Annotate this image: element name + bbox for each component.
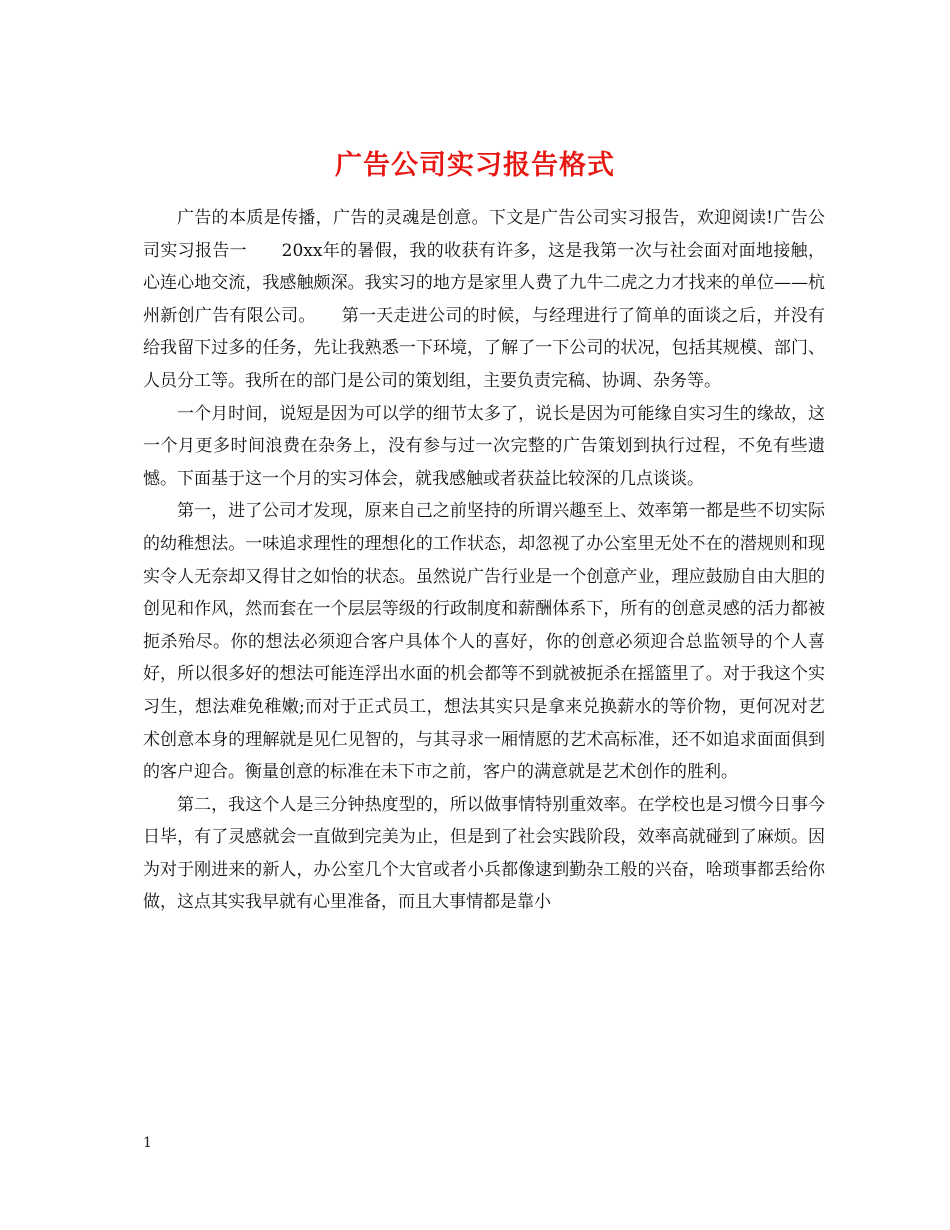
page-number: 1: [143, 1135, 152, 1151]
document-title: 广告公司实习报告格式: [335, 150, 615, 182]
paragraph-intro: 广告的本质是传播，广告的灵魂是创意。下文是广告公司实习报告，欢迎阅读!广告公司实习报告一 20xx年的暑假，我的收获有许多，这是我第一次与社会面对面地接触，心连心地交流，我感触颇深。我实习的地方是家里人费了九牛二虎之力才找来的单位——杭州新创广告有限公司。 第一天走进公司的时候，与经理进行了简单的面谈之后，并没有给我留下过多的任务，先让我熟悉一下环境，了解了一下公司的状况，包括其规模、部门、人员分工等。我所在的部门是公司的策划组，主要负责完稿、协调、杂务等。: [143, 208, 825, 391]
paragraph-second-point: 第二，我这个人是三分钟热度型的，所以做事情特别重效率。在学校也是习惯今日事今日毕，有了灵感就会一直做到完美为止，但是到了社会实践阶段，效率高就碰到了麻烦。因为对于刚进来的新人，办公室几个大官或者小兵都像逮到勤杂工般的兴奋，啥琐事都丢给你做，这点其实我早就有心里准备，而且大事情都是靠小: [143, 794, 825, 913]
paragraph-one-month: 一个月时间，说短是因为可以学的细节太多了，说长是因为可能缘自实习生的缘故，这一个月更多时间浪费在杂务上，没有参与过一次完整的广告策划到执行过程，不免有些遗憾。下面基于这一个月的实习体会，就我感触或者获益比较深的几点谈谈。: [143, 403, 825, 489]
document-body: [143, 202, 825, 919]
paragraph-first-point: 第一，进了公司才发现，原来自己之前坚持的所谓兴趣至上、效率第一都是些不切实际的幼稚想法。一味追求理性的理想化的工作状态，却忽视了办公室里无处不在的潜规则和现实令人无奈却又得甘之如怡的状态。虽然说广告行业是一个创意产业，理应鼓励自由大胆的创见和作风，然而套在一个层层等级的行政制度和薪酬体系下，所有的创意灵感的活力都被扼杀殆尽。你的想法必须迎合客户具体个人的喜好，你的创意必须迎合总监领导的个人喜好，所以很多好的想法可能连浮出水面的机会都等不到就被扼杀在摇篮里了。对于我这个实习生，想法难免稚嫩;而对于正式员工，想法其实只是拿来兑换薪水的等价物，更何况对艺术创意本身的理解就是见仁见智的，与其寻求一厢情愿的艺术高标准，还不如追求面面俱到的客户迎合。衡量创意的标准在未下市之前，客户的满意就是艺术创作的胜利。: [143, 501, 825, 783]
